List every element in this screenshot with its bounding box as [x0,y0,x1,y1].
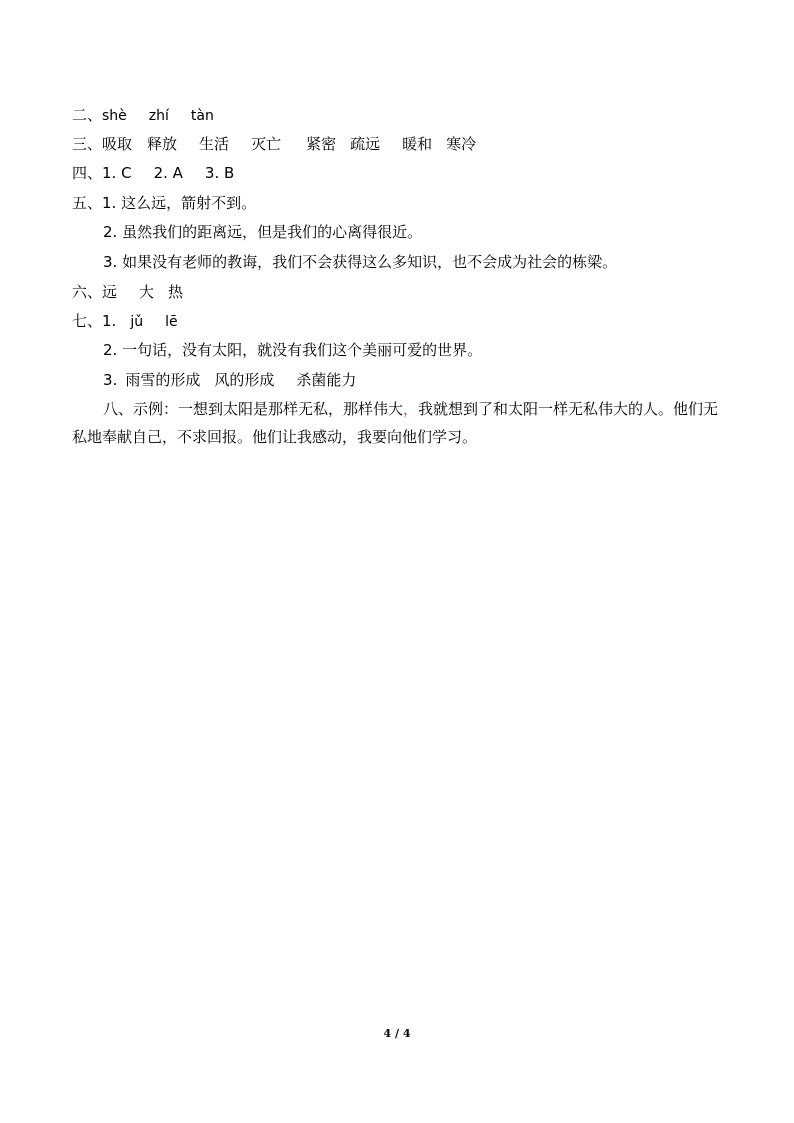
pinyin-item: tàn [190,108,214,124]
section-label: 二、 [72,106,103,124]
word-item: 疏远 [350,135,381,153]
phrase-item: 杀菌能力 [296,371,357,389]
answer-line-7-3 [103,370,356,390]
word-item: 暖和 [402,135,433,153]
word-item: 紧密 [306,135,337,153]
word-item: 灭亡 [251,135,282,153]
section-label: 三、 [72,135,103,153]
answer-line-7 [72,311,178,332]
word-item: 吸取 [102,135,133,153]
answer-line-3 [72,134,476,154]
answer-line-5-2 [103,222,422,242]
paragraph-text: 八、示例：一想到太阳是那样无私，那样伟大 [103,400,404,418]
word-item: 大 [139,283,155,301]
section-label: 七、 [72,312,103,330]
word-item: 释放 [147,135,178,153]
word-item: 生活 [199,135,230,153]
phrase-item: 风的形成 [214,371,275,389]
word-item: 寒冷 [446,135,477,153]
word-item: 热 [168,283,184,301]
pinyin-item: lē [165,314,178,330]
sentence-text: 2. 一句话，没有太阳，就没有我们这个美丽可爱的世界。 [103,341,483,359]
answer-line-5-3 [103,252,617,272]
section-label: 四、 [72,164,103,182]
pinyin-item: jǔ [130,314,144,330]
sentence-text: 1. 这么远，箭射不到。 [102,194,257,212]
choice-item: 3. B [204,164,235,182]
choice-item: 2. A [153,164,183,182]
word-item: 远 [102,283,118,301]
sentence-text: 2. 虽然我们的距离远，但是我们的心离得很近。 [103,223,423,241]
answer-line-2 [72,105,214,126]
section-label: 六、 [72,283,103,301]
red-comma: ， [403,400,419,418]
answer-line-5 [72,193,256,213]
pinyin-item: shè [102,108,127,124]
answer-paragraph-8 [72,395,722,451]
item-number: 3. [103,371,118,389]
phrase-item: 雨雪的形成 [125,371,201,389]
section-label: 五、 [72,194,103,212]
sentence-text: 3. 如果没有老师的教诲，我们不会获得这么多知识，也不会成为社会的栋梁。 [103,253,618,271]
answer-line-6 [72,282,183,302]
page-number: 4 / 4 [383,1027,411,1040]
choice-item: 1. C [102,164,132,182]
answer-line-7-2 [103,340,482,360]
paragraph-text: 我就想到了和太阳一样无私伟大的人。他们无私地奉献自己，不求回报。他们让我感动，我要向他们学习。 [72,400,719,446]
answer-line-4 [72,163,234,183]
pinyin-item: zhí [148,108,169,124]
item-number: 1. [102,312,117,330]
